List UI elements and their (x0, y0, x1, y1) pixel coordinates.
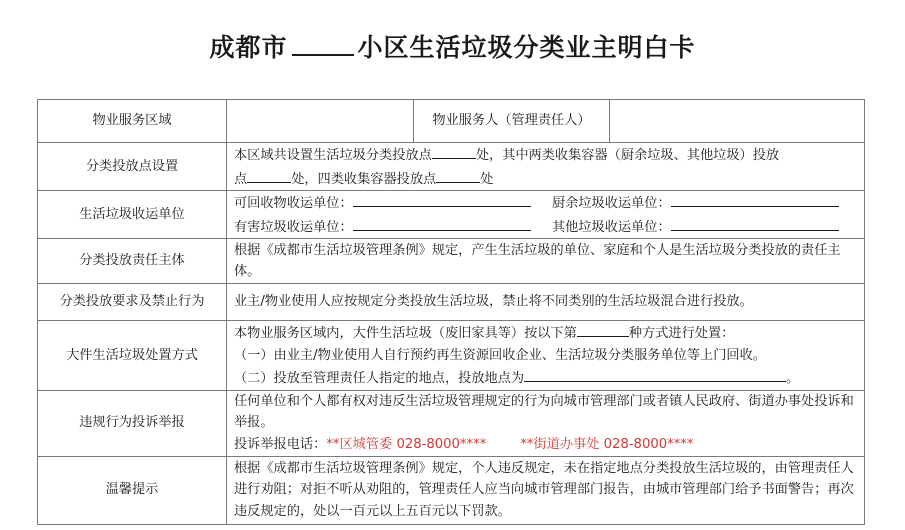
responsibility-label: 分类投放责任主体 (38, 239, 227, 284)
kitchen-label: 厨余垃圾收运单位： (552, 196, 671, 211)
other-blank[interactable] (671, 215, 839, 231)
complaint-phone-street: **街道办事处 028-8000**** (520, 436, 694, 452)
row-tips (38, 456, 865, 524)
bulky-method-blank[interactable] (577, 321, 629, 337)
points-blank-two[interactable] (247, 167, 291, 183)
title-blank[interactable] (292, 32, 354, 56)
row-property-area (38, 100, 865, 143)
title-suffix: 小区生活垃圾分类业主明白卡 (357, 33, 696, 62)
points-text-2b: 处，四类收集容器投放点 (291, 171, 437, 187)
complaint-text: 任何单位和个人都有权对违反生活垃圾管理规定的行为向城市管理部门或者镇人民政府、街道办事处投诉和举报。 (234, 393, 854, 431)
property-manager-label: 物业服务人（管理责任人） (414, 100, 610, 143)
row-requirements (38, 284, 865, 321)
hazardous-label: 有害垃圾收运单位： (234, 219, 353, 235)
complaint-phone-label: 投诉举报电话： (234, 436, 327, 452)
property-manager-value[interactable] (610, 100, 865, 143)
points-content (227, 143, 865, 191)
requirements-label: 分类投放要求及禁止行为 (38, 284, 227, 321)
row-complaint (38, 390, 865, 456)
tips-label: 温馨提示 (38, 456, 227, 524)
points-text-1a: 本区域共设置生活垃圾分类投放点 (234, 148, 432, 163)
row-responsibility (38, 239, 865, 284)
recyclable-label: 可回收物收运单位： (234, 196, 353, 211)
bulky-label: 大件生活垃圾处置方式 (38, 321, 227, 391)
points-blank-four[interactable] (436, 167, 480, 183)
bulky-content: 本物业服务区域内，大件生活垃圾（废旧家具等）按以下第 种方式进行处置： （一）由业主/物业使用人自行预约再生资源回收企业、生活垃圾分类服务单位等上门回收。 （二）投放至管理责任人指定的地点，投放地点为 。 (227, 321, 865, 391)
row-points (38, 143, 865, 191)
title-prefix: 成都市 (209, 33, 288, 62)
bulky-option-1: （一）由业主/物业使用人自行预约再生资源回收企业、生活垃圾分类服务单位等上门回收。 (234, 347, 766, 363)
bulky-option-2: （二）投放至管理责任人指定的地点，投放地点为 (234, 371, 525, 386)
collection-content (227, 191, 865, 239)
tips-text: 根据《成都市生活垃圾管理条例》规定，个人违反规定，未在指定地点分类投放生活垃圾的，由管理责任人进行劝阻；对拒不听从劝阻的，管理责任人应当向城市管理部门报告，由城市管理部门给予书面警告；再次违反规定的，处以一百元以上五百元以下罚款。 (227, 456, 865, 524)
property-area-value[interactable] (227, 100, 414, 143)
points-text-2a: 点 (234, 171, 248, 187)
other-label: 其他垃圾收运单位： (552, 219, 671, 235)
points-text-1b: 处，其中两类收集容器（厨余垃圾、其他垃圾）投放 (475, 148, 780, 163)
complaint-label: 违规行为投诉举报 (38, 390, 227, 456)
responsibility-text: 根据《成都市生活垃圾管理条例》规定，产生生活垃圾的单位、家庭和个人是生活垃圾分类投放的责任主体。 (227, 239, 865, 284)
row-bulky (38, 321, 865, 391)
collection-label: 生活垃圾收运单位 (38, 191, 227, 239)
property-area-label: 物业服务区域 (38, 100, 227, 143)
requirements-text: 业主/物业使用人应按规定分类投放生活垃圾，禁止将不同类别的生活垃圾混合进行投放。 (227, 284, 865, 321)
points-label: 分类投放点设置 (38, 143, 227, 191)
complaint-phone-district: **区城管委 028-8000**** (326, 436, 487, 452)
points-blank-total[interactable] (432, 143, 476, 159)
bulky-text-1b: 种方式进行处置： (628, 326, 735, 341)
row-collection (38, 191, 865, 239)
page-title (0, 28, 905, 64)
kitchen-blank[interactable] (671, 191, 839, 207)
points-text-2c: 处 (480, 171, 494, 187)
recyclable-blank[interactable] (353, 191, 531, 207)
info-card-table (37, 99, 865, 525)
complaint-content (227, 390, 865, 456)
bulky-location-blank[interactable] (524, 366, 786, 382)
hazardous-blank[interactable] (353, 215, 531, 231)
bulky-text-1a: 本物业服务区域内，大件生活垃圾（废旧家具等）按以下第 (234, 326, 577, 341)
